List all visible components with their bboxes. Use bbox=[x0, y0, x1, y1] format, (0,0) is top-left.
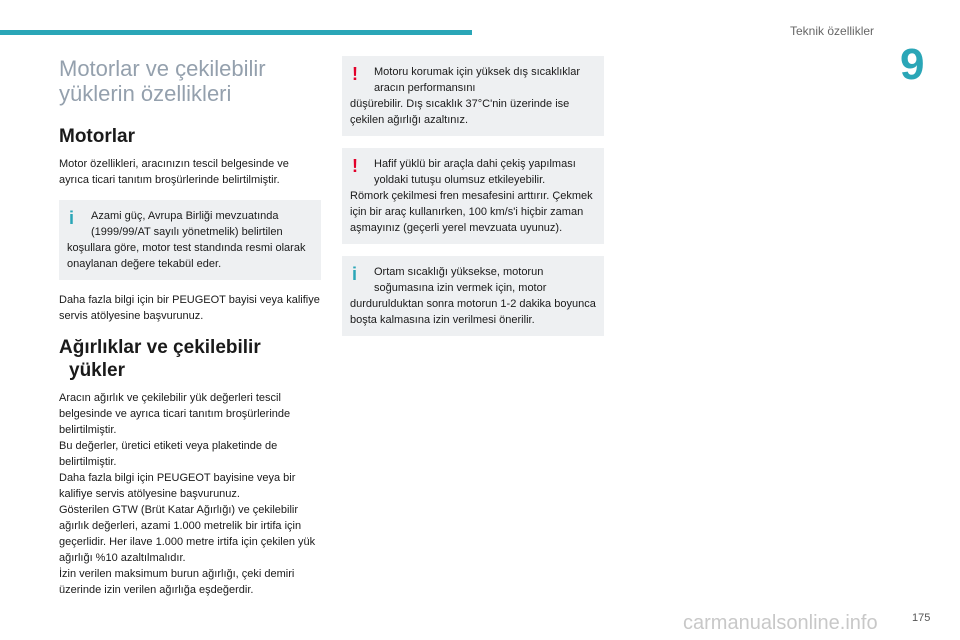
title-line-1: Motorlar ve çekilebilir bbox=[59, 56, 266, 81]
heading-line-2: yükler bbox=[69, 360, 125, 381]
note-first-line: Motoru korumak için yüksek dış sıcaklıklar aracın performansını bbox=[374, 66, 581, 94]
note-rest: koşullara göre, motor test standında resmi olarak onaylanan değere tekabül eder. bbox=[67, 242, 306, 270]
warning-icon: ! bbox=[352, 64, 358, 84]
note-first-line: Azami güç, Avrupa Birliği mevzuatında (1999/99/AT sayılı yönetmelik) belirtilen bbox=[91, 210, 283, 238]
info-icon: i bbox=[69, 208, 75, 228]
left-column bbox=[59, 56, 321, 598]
warning-note-towing bbox=[342, 148, 604, 244]
watermark: carmanualsonline.info bbox=[683, 612, 878, 634]
page-title bbox=[59, 56, 321, 106]
note-rest: durdurulduktan sonra motorun 1-2 dakika boyunca boşta kalmasına izin verilmesi önerilir. bbox=[350, 298, 596, 326]
page-number: 175 bbox=[912, 612, 931, 624]
section-header: Teknik özellikler bbox=[790, 24, 875, 38]
heading-agirliklar bbox=[59, 336, 321, 382]
info-icon: i bbox=[352, 264, 358, 284]
heading-line-1: Ağırlıklar ve çekilebilir bbox=[59, 337, 261, 358]
title-line-2: yüklerin özellikleri bbox=[59, 81, 232, 106]
top-accent-bar bbox=[0, 30, 472, 35]
weights-paragraph-2: Bu değerler, üretici etiketi veya plaketinde de belirtilmiştir. bbox=[59, 440, 278, 468]
warning-note-temperature bbox=[342, 56, 604, 136]
chapter-number: 9 bbox=[900, 40, 925, 89]
weights-paragraph-4: Gösterilen GTW (Brüt Katar Ağırlığı) ve çekilebilir ağırlık değerleri, azami 1.000 metrelik bir irtifa için geçerlidir. Her ilave 1.000 metre irtifa için çekilen yük ağırlığı %10 azaltılmalıdır. bbox=[59, 504, 316, 564]
motor-paragraph: Motor özellikleri, aracınızın tescil belgesinde ve ayrıca ticari tanıtım broşürlerinde belirtilmiştir. bbox=[59, 158, 289, 186]
note-first-line: Ortam sıcaklığı yüksekse, motorun soğumasına izin vermek için, motor bbox=[374, 266, 547, 294]
weights-paragraph-3: Daha fazla bilgi için PEUGEOT bayisine veya bir kalifiye servis atölyesine başvurunuz. bbox=[59, 472, 296, 500]
weights-paragraph-5: İzin verilen maksimum burun ağırlığı, çeki demiri üzerinde izin verilen ağırlığa eşdeğerdir. bbox=[59, 568, 295, 596]
info-note-power bbox=[59, 200, 321, 280]
note-rest: düşürebilir. Dış sıcaklık 37°C'nin üzerinde ise çekilen ağırlığı azaltınız. bbox=[350, 98, 570, 126]
dealer-paragraph: Daha fazla bilgi için bir PEUGEOT bayisi veya kalifiye servis atölyesine başvurunuz. bbox=[59, 294, 320, 322]
note-rest: Römork çekilmesi fren mesafesini arttırır. Çekmek için bir araç kullanırken, 100 km/s'i hiçbir zaman aşmayınız (geçerli yerel mevzuata uyunuz). bbox=[350, 190, 593, 234]
info-note-engine-idle bbox=[342, 256, 604, 336]
right-column bbox=[342, 56, 604, 348]
weights-paragraph-1: Aracın ağırlık ve çekilebilir yük değerleri tescil belgesinde ve ayrıca ticari tanıtım broşürlerinde belirtilmiştir. bbox=[59, 392, 291, 436]
heading-motorlar: Motorlar bbox=[59, 126, 135, 147]
note-first-line: Hafif yüklü bir araçla dahi çekiş yapılması yoldaki tutuşu olumsuz etkileyebilir. bbox=[374, 158, 576, 186]
warning-icon: ! bbox=[352, 156, 358, 176]
